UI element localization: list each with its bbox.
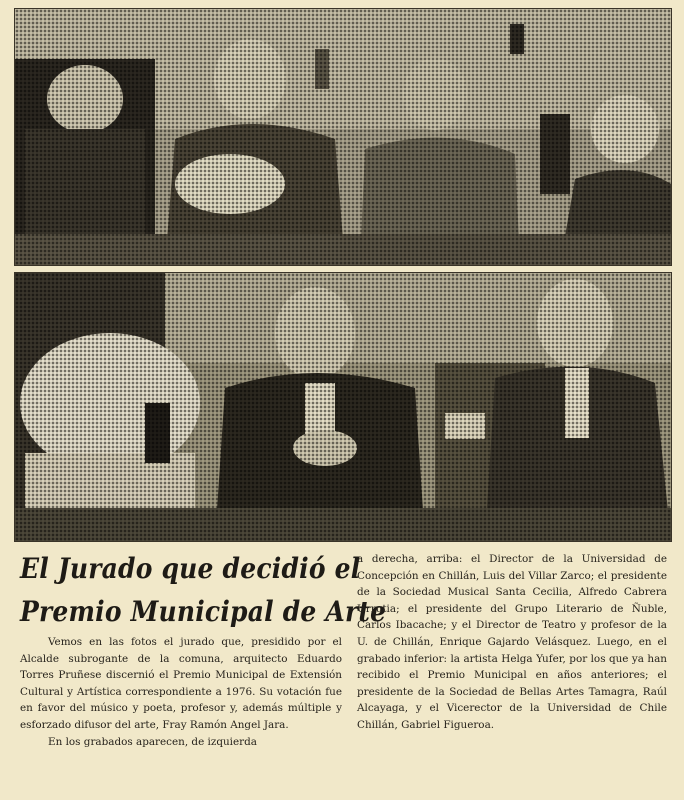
jury-photo-bottom [14, 272, 672, 542]
headline-line-2: Premio Municipal de Arte [20, 595, 387, 628]
article-paragraph-1: Vemos en las fotos el jurado que, presidido por el Alcalde subrogante de la comuna, arquitecto Eduardo Torres Pruñese discernió el Premio Municipal de Extensión Cultural y Artística correspondiente a 1976. Su votación fue en favor del músico y poeta, profesor y, además múltiple y esforzado difusor del arte, Fray Ramón Angel Jara. [20, 636, 342, 731]
article-column-right: a derecha, arriba: el Director de la Universidad de Concepción en Chillán, Luis del Villar Zarco; el presidente de la Sociedad Musical Santa Cecilia, Alfredo Cabrera Urrutia; el presidente del Grupo Literario de Ñuble, Carlos Ibacache; y el Director de Teatro y profesor de la U. de Chillán, Enrique Gajardo Velásquez. Luego, en el grabado inferior: la artista Helga Yufer, por los que ya han recibido el Premio Municipal en años anteriores; el presidente de la Sociedad de Bellas Artes Tamagra, Raúl Alcayaga, y el Vicerector de la Universidad de Chile Chillán, Gabriel Figueroa. [357, 553, 667, 731]
article-column-left [20, 634, 342, 750]
jury-photo-bottom-image [15, 273, 671, 541]
headline-line-1: El Jurado que decidió el [20, 552, 361, 585]
article-paragraph-2-start: En los grabados aparecen, de izquierda [48, 735, 257, 748]
jury-photo-top-image [15, 9, 671, 265]
jury-photo-top [14, 8, 672, 266]
article-headline [20, 548, 387, 633]
